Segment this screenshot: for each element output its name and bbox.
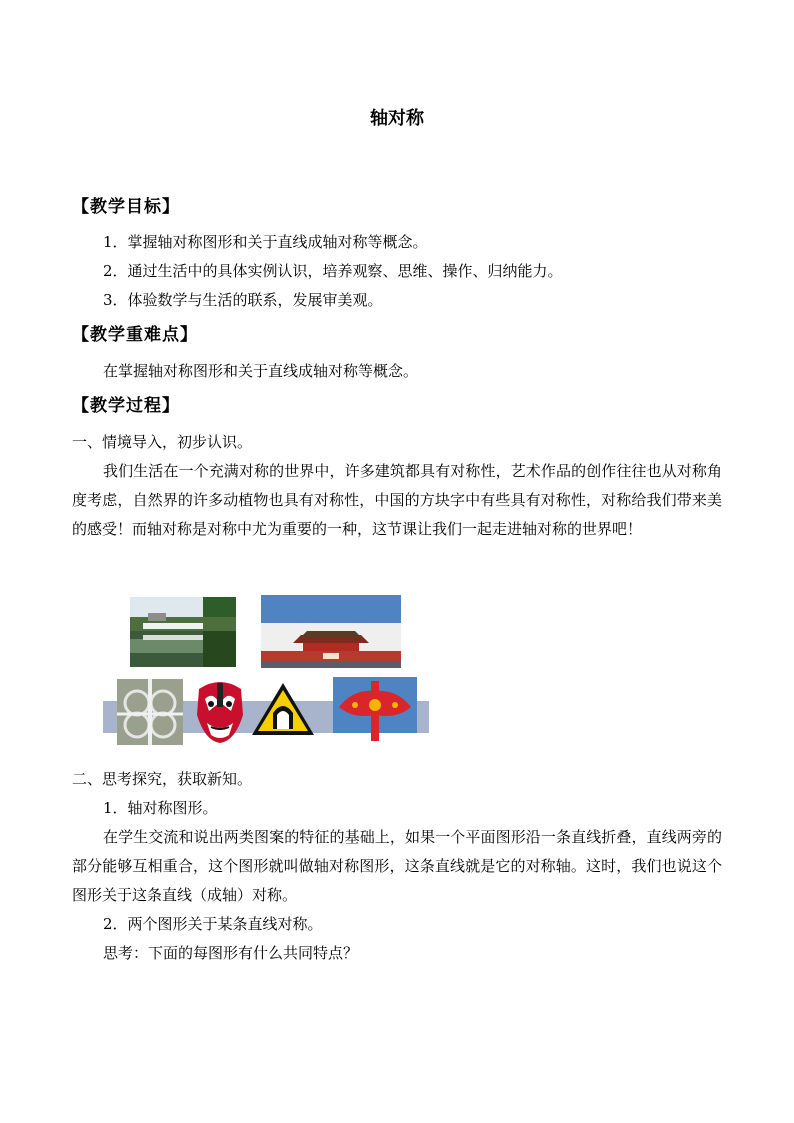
- item1-paragraph: 在学生交流和说出两类图案的特征的基础上，如果一个平面图形沿一条直线折叠，直线两旁的部分能够互相重合，这个图形就叫做轴对称图形，这条直线就是它的对称轴。这时，我们也说这个图形关于这条直线（成轴）对称。: [72, 828, 722, 904]
- part2-title: 二、思考探究，获取新知。: [72, 770, 253, 788]
- paper-cut-icon: [333, 677, 417, 741]
- key-points-heading: 【教学重难点】: [72, 325, 198, 345]
- part1-paragraph: 我们生活在一个充满对称的世界中，许多建筑都具有对称性，艺术作品的创作往往也从对称角度考虑，自然界的许多动植物也具有对称性，中国的方块字中有些具有对称性，对称给我们带来美的感受！而轴对称是对称中尤为重要的一种，这节课让我们一起走进轴对称的世界吧！: [72, 462, 722, 538]
- goal-item-1: 1．掌握轴对称图形和关于直线成轴对称等概念。: [103, 233, 428, 251]
- page-title: 轴对称: [370, 108, 424, 129]
- process-heading: 【教学过程】: [72, 396, 180, 416]
- interchange-photo: [117, 679, 183, 745]
- symmetry-examples-figure: [103, 595, 433, 745]
- opera-mask-icon: [197, 682, 243, 743]
- goal-item-2: 2．通过生活中的具体实例认识，培养观察、思维、操作、归纳能力。: [103, 262, 563, 280]
- key-points-text: 在掌握轴对称图形和关于直线成轴对称等概念。: [103, 362, 419, 380]
- tiananmen-photo: [261, 595, 401, 668]
- goal-item-3: 3．体验数学与生活的联系，发展审美观。: [103, 291, 383, 309]
- lake-reflection-photo: [130, 597, 236, 667]
- item1-title: 1．轴对称图形。: [103, 799, 218, 817]
- goals-heading: 【教学目标】: [72, 197, 180, 217]
- item2-title: 2．两个图形关于某条直线对称。: [103, 915, 323, 933]
- part1-title: 一、情境导入，初步认识。: [72, 433, 253, 451]
- think-question: 思考：下面的每图形有什么共同特点？: [103, 944, 359, 962]
